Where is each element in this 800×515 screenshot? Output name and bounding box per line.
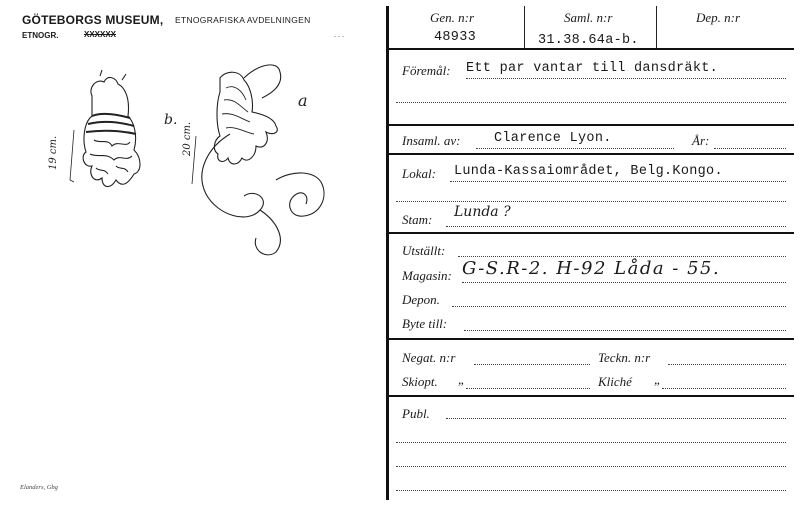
byte-line (464, 330, 786, 331)
negat-label: Negat. n:r (402, 350, 456, 365)
saml-label: Saml. n:r (564, 10, 613, 25)
lokal-line (450, 181, 786, 182)
stam-label: Stam: (402, 212, 433, 227)
ar-label: År: (692, 133, 710, 148)
lokal-line-2 (396, 201, 786, 202)
gen-label: Gen. n:r (430, 10, 475, 25)
magasin-line (462, 282, 786, 283)
publ-line-3 (396, 466, 786, 467)
publ-line-2 (396, 442, 786, 443)
size-a: 20 cm. (182, 121, 193, 156)
row-divider-3 (389, 153, 794, 155)
teckn-label: Teckn. n:r (598, 350, 651, 365)
cliche-label: Kliché (598, 374, 632, 389)
corner-dots: ... (334, 30, 346, 39)
foremal-label: Föremål: (402, 63, 451, 78)
publ-line-1 (446, 418, 786, 419)
stam-line (446, 226, 786, 227)
dep-label: Dep. n:r (696, 10, 741, 25)
byte-label: Byte till: (402, 316, 448, 331)
saml-value: 31.38.64a-b. (538, 33, 639, 48)
label-a: a (298, 91, 308, 110)
ar-line (714, 148, 786, 149)
row-divider-6 (389, 395, 794, 397)
skiopt-mark: „ (458, 372, 466, 387)
header-separator-1 (524, 6, 525, 48)
label-b: b. (164, 112, 178, 128)
etnogr-label: ETNOGR. (22, 31, 59, 40)
foremal-value: Ett par vantar till dansdräkt. (466, 61, 719, 76)
card-left-border (386, 6, 389, 500)
row-divider-5 (389, 338, 794, 340)
size-b: 19 cm. (48, 135, 59, 170)
mittens-sketch (30, 60, 360, 260)
skiopt-label: Skiopt. (402, 374, 438, 389)
insaml-value: Clarence Lyon. (494, 131, 612, 146)
foremal-line-2 (396, 102, 786, 103)
stam-value: Lunda ? (454, 204, 511, 220)
depon-label: Depon. (402, 292, 440, 307)
publ-line-4 (396, 490, 786, 491)
insaml-line (476, 148, 674, 149)
department-name: ETNOGRAFISKA AVDELNINGEN (175, 15, 311, 25)
lokal-label: Lokal: (402, 166, 436, 181)
publ-label: Publ. (402, 406, 430, 421)
teckn-line (668, 364, 786, 365)
insaml-label: Insaml. av: (402, 133, 461, 148)
magasin-value: G-S.R-2. H-92 Låda - 55. (462, 258, 721, 279)
depon-line (452, 306, 786, 307)
utstallt-label: Utställt: (402, 243, 446, 258)
row-divider-2 (389, 124, 794, 126)
struck-text: XXXXXX (84, 30, 117, 39)
printer-mark: Elanders, Gbg (20, 484, 58, 491)
negat-line (474, 364, 590, 365)
skiopt-line (466, 388, 590, 389)
header-separator-2 (656, 6, 657, 48)
cliche-mark: „ (654, 372, 662, 387)
museum-name: GÖTEBORGS MUSEUM, (22, 13, 164, 27)
cliche-line (662, 388, 786, 389)
utstallt-line (458, 256, 786, 257)
magasin-label: Magasin: (402, 268, 452, 283)
gen-value: 48933 (434, 30, 477, 45)
foremal-line (466, 78, 786, 79)
lokal-value: Lunda-Kassaiområdet, Belg.Kongo. (454, 164, 723, 179)
mitten-b-drawing (70, 70, 140, 187)
row-divider-1 (389, 48, 794, 50)
row-divider-4 (389, 232, 794, 234)
